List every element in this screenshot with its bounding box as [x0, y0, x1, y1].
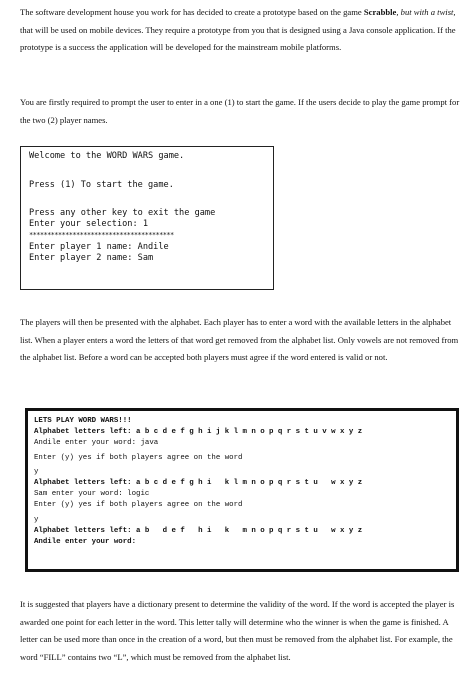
- console-line: Andile enter your word:: [34, 537, 137, 546]
- console-line: Enter (y) yes if both players agree on the word: [34, 501, 243, 510]
- console-player2-line: Enter player 2 name: Sam: [29, 253, 154, 263]
- prompt-paragraph: You are firstly required to prompt the user to enter in a one (1) to start the game. If the users decide to play the game prompt for the two (2) player names.: [20, 97, 460, 125]
- console-line: Sam enter your word: logic: [34, 490, 150, 499]
- scrabble-word: Scrabble: [363, 7, 397, 17]
- console-welcome-line: Welcome to the WORD WARS game.: [29, 151, 185, 161]
- console-line: Alphabet letters left: a b c d e f g h i k l m n o p q r s t u w x y z: [34, 478, 363, 487]
- console-line: LETS PLAY WORD WARS!!!: [34, 417, 132, 425]
- console-player1-line: Enter player 1 name: Andile: [29, 242, 169, 252]
- intro-text-part2: that will be used on mobile devices. They require a prototype from you that is designed using a Java console application. If the prototype is a success the application will be developed for the mainstream mobile platforms.: [20, 24, 456, 53]
- console-line: Andile enter your word: java: [34, 439, 159, 448]
- console-press-other-line: Press any other key to exit the game: [29, 208, 216, 218]
- console-sample-start: [20, 146, 274, 290]
- console-line: Alphabet letters left: a b d e f h i k m n o p q r s t u w x y z: [34, 526, 363, 535]
- console-line: y: [34, 515, 39, 524]
- console-selection-line: Enter your selection: 1: [29, 219, 148, 229]
- intro-paragraph: [20, 4, 460, 57]
- console-separator-line: ****************************************: [29, 231, 174, 239]
- twist-text: , but with a twist,: [396, 7, 456, 17]
- console-sample-gameplay: [25, 408, 459, 572]
- alphabet-paragraph: The players will then be presented with the alphabet. Each player has to enter a word with the available letters in the alphabet list. When a player enters a word the letters of that word get removed from the alphabet list. Only vowels are not removed from the alphabet list. Before a word can be accepted both players must agree if the word entered is valid or not.: [20, 317, 459, 363]
- console-line: Enter (y) yes if both players agree on the word: [34, 453, 243, 462]
- intro-text-part1: The software development house you work for has decided to create a prototype based on the game: [20, 7, 362, 17]
- scoring-paragraph: It is suggested that players have a dictionary present to determine the validity of the word. If the word is accepted the player is awarded one point for each letter in the word. This letter tally will determine who the winner is when the game is finished. A letter can be used more than once in the creation of a word, but then must be removed from the alphabet list. For example, the word “FILL” contains two “L”, which must be removed from the alphabet list.: [20, 599, 455, 662]
- console-line: Alphabet letters left: a b c d e f g h i j k l m n o p q r s t u v w x y z: [34, 428, 363, 437]
- console-press-start-line: Press (1) To start the game.: [29, 180, 174, 190]
- console-line: y: [34, 467, 39, 476]
